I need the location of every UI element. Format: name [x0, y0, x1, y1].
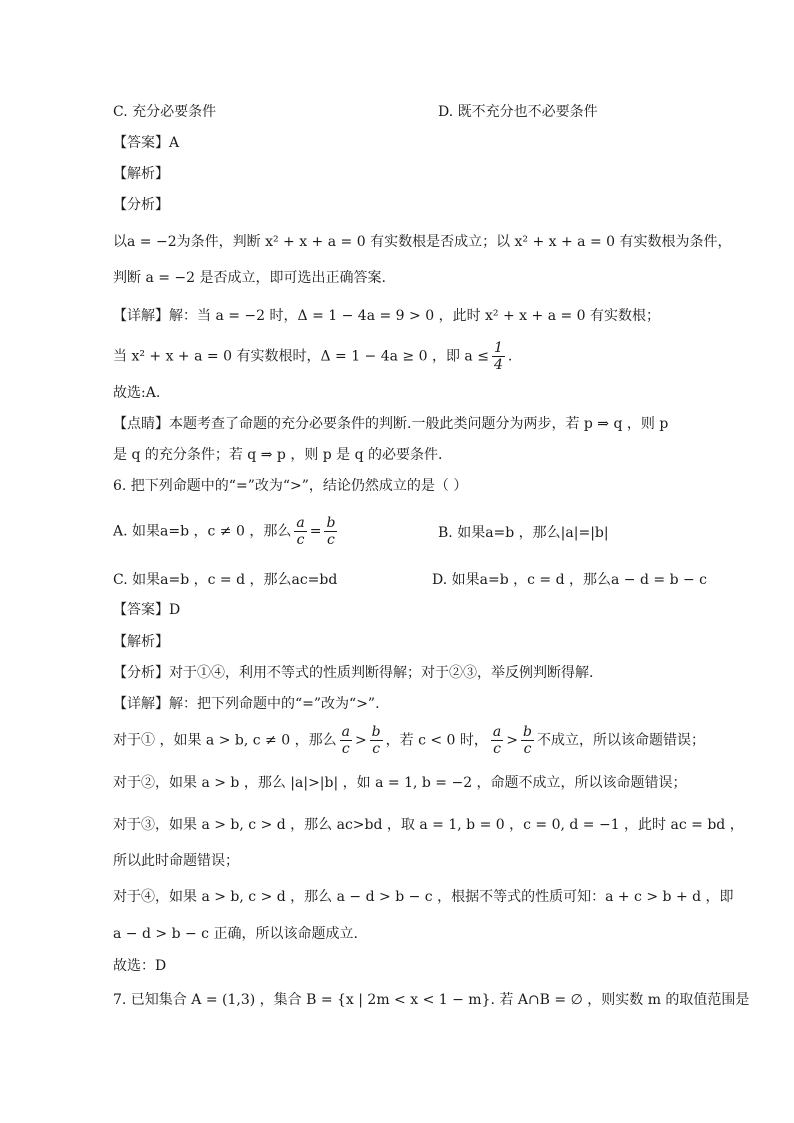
q6-detail-4b: a − d > b − c 正确，所以该命题成立. [113, 926, 358, 942]
q6-answer: 【答案】D [113, 602, 181, 618]
fraction-a-over-c: $\frac{a}{c}$ [341, 724, 350, 757]
q6-fenxi: 【分析】对于①④，利用不等式的性质判断得解；对于②③，举反例判断得解. [113, 665, 594, 681]
q6-detail-3: 对于③，如果 a > b, c > d ，那么 ac>bd ，取 a = 1, b = 0 ，c = 0, d = −1 ，此时 ac = bd ， [113, 817, 744, 833]
q6-analysis-tag: 【解析】 [113, 634, 169, 650]
q5-fenxi-line2: 判断 a = −2 是否成立，即可选出正确答案. [113, 270, 386, 286]
q5-fenxi-line1: 以a = −2为条件，判断 x² + x + a = 0 有实数根是否成立；以 x² + x + a = 0 有实数根为条件， [113, 234, 732, 250]
fraction-b-over-c: $\frac{b}{c}$ [523, 724, 532, 757]
q5-option-d: D. 既不充分也不必要条件 [438, 104, 598, 120]
q6-detail-4: 对于④，如果 a > b, c > d ，那么 a − d > b − c ，根据不等式的性质可知：a + c > b + d ，即 [113, 889, 734, 905]
q6-detail-2: 对于②，如果 a > b ，那么 |a|>|b| ，如 a = 1, b = −2 ，命题不成立，所以该命题错误； [113, 775, 687, 791]
q6-detail-3b: 所以此时命题错误； [113, 853, 239, 869]
q6-option-c: C. 如果a=b ，c = d ，那么ac=bd [113, 572, 338, 588]
q6-option-b: B. 如果a=b ，那么|a|=|b| [438, 525, 609, 541]
fraction-b-over-c: $\frac{b}{c}$ [371, 724, 381, 757]
q5-dianjing-line2: 是 q 的充分条件；若 q ⇒ p ，则 p 是 q 的必要条件. [113, 447, 443, 463]
answer-tag: 【答案】 [113, 135, 169, 151]
q6-stem: 6. 把下列命题中的“=”改为“>”，结论仍然成立的是（ ） [113, 478, 468, 494]
fraction-one-quarter: $\frac{1}{4}$ [493, 340, 503, 373]
q6-option-a: A. 如果a=b ，c ≠ 0 ，那么 $\frac{a}{c}$ = $\frac{b}{c}$ [113, 515, 336, 548]
q6-detail-1: 对于① ，如果 a > b, c ≠ 0 ，那么 $\frac{a}{c}$ > $\frac{b}{c}$ ，若 c < 0 时， $\frac{a}{c}$ > $\frac{b}{c}$ 不成立，所以该命题错误； [113, 724, 705, 757]
q7-stem: 7. 已知集合 A = (1,3) ，集合 B = {x | 2m < x < 1 − m}. 若 A∩B = ∅ ，则实数 m 的取值范围是 [113, 992, 750, 1008]
fraction-b-over-c: $\frac{b}{c}$ [326, 515, 336, 548]
q5-option-c: C. 充分必要条件 [113, 104, 217, 120]
q6-choose: 故选：D [113, 958, 167, 974]
q5-choose: 故选:A. [113, 385, 161, 401]
q5-answer: 【答案】A [113, 135, 180, 151]
q6-detail-intro: 【详解】解：把下列命题中的“=”改为“>”. [113, 696, 380, 712]
fraction-a-over-c: $\frac{a}{c}$ [296, 515, 305, 548]
q5-analysis-tag: 【解析】 [113, 166, 169, 182]
q6-option-d: D. 如果a=b ，c = d ，那么a − d = b − c [432, 572, 708, 588]
q5-detail-line2: 当 x² + x + a = 0 有实数根时，Δ = 1 − 4a ≥ 0 ，即 a ≤ $\frac{1}{4}$ . [113, 340, 513, 373]
q5-dianjing-line1: 【点睛】本题考查了命题的充分必要条件的判断.一般此类问题分为两步，若 p ⇒ q ，则 p [113, 416, 669, 432]
fraction-a-over-c: $\frac{a}{c}$ [492, 724, 502, 757]
q5-detail-line1: 【详解】解：当 a = −2 时，Δ = 1 − 4a = 9 > 0 ，此时 x² + x + a = 0 有实数根； [113, 308, 661, 324]
q5-fenxi-tag: 【分析】 [113, 197, 169, 213]
